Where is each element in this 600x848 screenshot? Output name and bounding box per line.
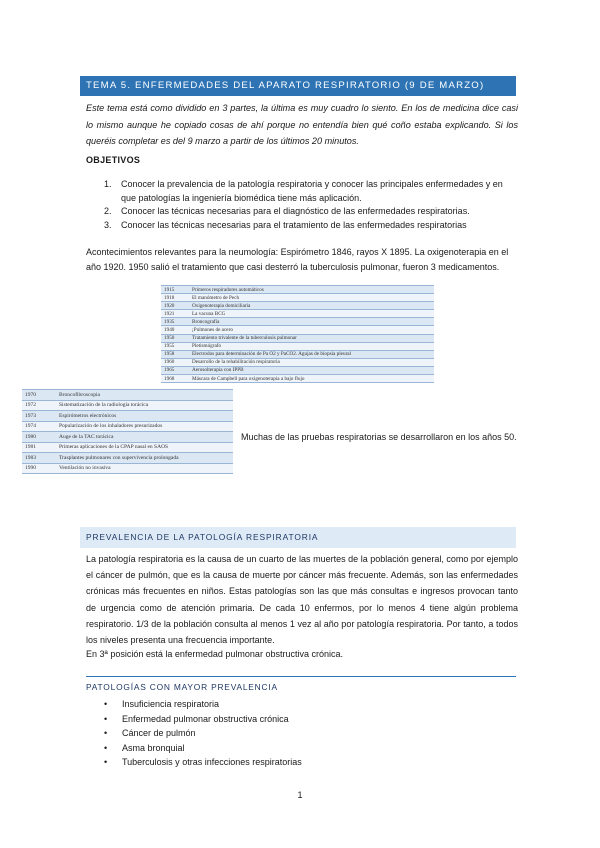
- history-paragraph: Acontecimientos relevantes para la neumología: Espirómetro 1846, rayos X 1895. La oxigenoterapia en el año 1920. 1950 salió el tratamiento que casi desterró la tuberculosis pulmonar, fueron 3 medicamentos.: [86, 247, 509, 272]
- list-item-text: Asma bronquial: [122, 742, 185, 753]
- year-cell: 1981: [22, 442, 56, 453]
- pathology-list: [104, 697, 504, 770]
- objective-text: Conocer la prevalencia de la patología respiratoria y conocer las principales enfermedades y en que patologías la ingeniería biomédica tiene más aplicación.: [121, 179, 503, 203]
- event-cell: Aerosolterapia con IPPB: [189, 366, 434, 374]
- table-row: [161, 366, 434, 374]
- history-table-1915-1968: [161, 285, 434, 383]
- event-cell: Desarrollo de la rehabilitación respiratoria: [189, 358, 434, 366]
- table-row: [161, 294, 434, 302]
- objectives-heading: OBJETIVOS: [86, 155, 141, 165]
- event-cell: ¡Pulmones de acero: [189, 326, 434, 334]
- year-cell: 1935: [161, 318, 189, 326]
- table-row: [22, 442, 233, 453]
- list-item: [104, 741, 504, 756]
- table-row: [161, 326, 434, 334]
- year-cell: 1918: [161, 294, 189, 302]
- list-item: [104, 712, 504, 727]
- year-cell: 1915: [161, 286, 189, 294]
- event-cell: Broncofibroscopia: [56, 390, 233, 401]
- year-cell: 1973: [22, 411, 56, 422]
- bullet-icon: •: [104, 742, 108, 753]
- year-cell: 1980: [22, 432, 56, 443]
- objective-item: [104, 219, 518, 233]
- list-item-text: Insuficiencia respiratoria: [122, 699, 220, 709]
- year-cell: 1972: [22, 400, 56, 411]
- objective-item: [104, 205, 518, 219]
- objective-number: 2.: [104, 206, 112, 216]
- event-cell: Broncografía: [189, 318, 434, 326]
- list-item: [104, 755, 504, 770]
- bullet-icon: •: [104, 757, 108, 767]
- list-item: [104, 726, 504, 741]
- year-cell: 1958: [161, 350, 189, 358]
- event-cell: Oxigenoterapia domiciliaria: [189, 302, 434, 310]
- table-row: [22, 400, 233, 411]
- bullet-icon: •: [104, 713, 108, 724]
- bullet-icon: •: [104, 699, 108, 709]
- table-row: [22, 390, 233, 401]
- event-cell: El manómetro de Pech: [189, 294, 434, 302]
- table-row: [161, 358, 434, 366]
- list-item-text: Tuberculosis y otras infecciones respiratorias: [122, 757, 302, 767]
- objectives-list: [104, 178, 518, 232]
- chapter-title: TEMA 5. ENFERMEDADES DEL APARATO RESPIRATORIO (9 DE MARZO): [80, 76, 516, 96]
- objective-text: Conocer las técnicas necesarias para el tratamiento de las enfermedades respiratorias: [121, 219, 467, 230]
- copd-paragraph: En 3ª posición está la enfermedad pulmonar obstructiva crónica.: [86, 649, 343, 659]
- list-item-text: Enfermedad pulmonar obstructiva crónica: [122, 713, 289, 724]
- section-heading-prevalence: PREVALENCIA DE LA PATOLOGÍA RESPIRATORIA: [80, 527, 516, 548]
- year-cell: 1950: [161, 334, 189, 342]
- event-cell: Sistematización de la radiología torácica: [56, 400, 233, 411]
- year-cell: 1968: [161, 375, 189, 383]
- table-row: [22, 432, 233, 443]
- bullet-icon: •: [104, 728, 108, 738]
- event-cell: Pletismógrafo: [189, 342, 434, 350]
- intro-note: Este tema está como dividido en 3 partes, la última es muy cuadro lo siento. En los de medicina dice casi lo mismo aunque he copiado cosas de ahí porque no entendía bien qué coño estaba explicando. Si los queréis completar es del 9 marzo a partir de los últimos 20 minutos.: [86, 103, 518, 146]
- year-cell: 1974: [22, 421, 56, 432]
- event-cell: Popularización de los inhaladores presurizados: [56, 421, 233, 432]
- year-cell: 1970: [22, 390, 56, 401]
- event-cell: Electrodos para determinación de Pa O2 y PaCO2. Agujas de biopsia pleural: [189, 350, 434, 358]
- year-cell: 1960: [161, 358, 189, 366]
- table-row: [161, 334, 434, 342]
- table-row: [22, 463, 233, 474]
- year-cell: 1965: [161, 366, 189, 374]
- table-row: [22, 411, 233, 422]
- table-row: [161, 286, 434, 294]
- event-cell: Espirómetros electrónicos: [56, 411, 233, 422]
- side-note: Muchas de las pruebas respiratorias se desarrollaron en los años 50.: [241, 432, 517, 442]
- page-number: 1: [297, 790, 303, 800]
- year-cell: 1940: [161, 326, 189, 334]
- event-cell: Ventilación no invasiva: [56, 463, 233, 474]
- table-row: [161, 318, 434, 326]
- objective-number: 3.: [104, 219, 112, 230]
- objective-number: 1.: [104, 179, 112, 189]
- table-row: [161, 310, 434, 318]
- objective-item: [104, 178, 518, 205]
- list-item: [104, 697, 504, 712]
- event-cell: Primeros respiradores automáticos: [189, 286, 434, 294]
- subsection-divider: [86, 676, 516, 677]
- history-table-1970-1990: [22, 389, 233, 474]
- event-cell: Primeras aplicaciones de la CPAP nasal en SAOS: [56, 442, 233, 453]
- year-cell: 1955: [161, 342, 189, 350]
- table-row: [22, 453, 233, 464]
- year-cell: 1990: [22, 463, 56, 474]
- event-cell: La vacuna BCG: [189, 310, 434, 318]
- subsection-heading: PATOLOGÍAS CON MAYOR PREVALENCIA: [86, 682, 278, 692]
- event-cell: Máscara de Campbell para oxigenoterapia a bajo flujo: [189, 375, 434, 383]
- event-cell: Tratamiento trivalente de la tuberculosis pulmonar: [189, 334, 434, 342]
- event-cell: Trasplantes pulmonares con supervivencia prolongada: [56, 453, 233, 464]
- table-row: [161, 375, 434, 383]
- table-row: [161, 302, 434, 310]
- objective-text: Conocer las técnicas necesarias para el diagnóstico de las enfermedades respiratorias.: [121, 206, 470, 216]
- list-item-text: Cáncer de pulmón: [122, 728, 196, 738]
- event-cell: Auge de la TAC torácica: [56, 432, 233, 443]
- year-cell: 1920: [161, 302, 189, 310]
- table-row: [161, 342, 434, 350]
- year-cell: 1983: [22, 453, 56, 464]
- table-row: [22, 421, 233, 432]
- prevalence-paragraph: La patología respiratoria es la causa de un cuarto de las muertes de la población general, como por ejemplo el cáncer de pulmón, que es la causa de muerte por cáncer más frecuente. Además, son las enfermedades crónicas más frecuentes en niños. Estas patologías son las que más consultas e ingresos provocan tanto de urgencia como de atención primaria. De cada 10 enfermos, por lo menos 4 tiene algún problema respiratorio. 1/3 de la población consulta al menos 1 vez al año por patología respiratoria. Por tanto, a todos los niveles presenta una frecuencia importante.: [86, 554, 518, 646]
- year-cell: 1921: [161, 310, 189, 318]
- table-row: [161, 350, 434, 358]
